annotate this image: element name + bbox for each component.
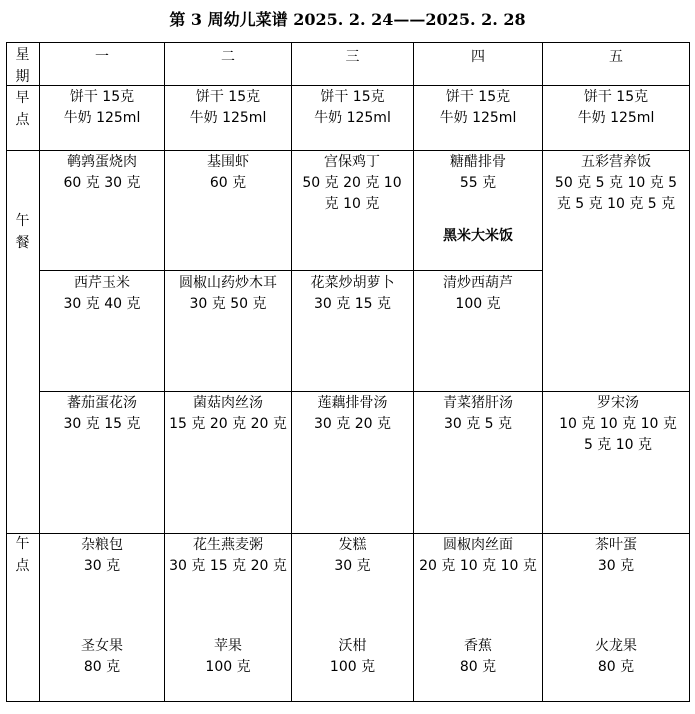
breakfast-item: 牛奶 125ml [439,110,517,126]
lunch-side-cell [40,273,164,315]
dish-amount: 55 克 [459,175,497,191]
snack-name: 杂粮包 [81,537,123,553]
dish-amount: 30 克 5 克 [443,416,513,432]
dish-name: 清炒西葫芦 [443,275,513,291]
snack-cell [414,535,542,678]
dish-name: 菌菇肉丝汤 [193,395,263,411]
dish-amount: 60 克 [209,175,247,191]
fruit-name: 苹果 [214,638,242,654]
dish-amount: 50 克 5 克 10 克 5 克 5 克 10 克 5 克 [554,175,678,212]
breakfast-label-char: 点 [15,112,30,128]
lunch-soup-cell [555,393,681,456]
lunch-main-cell [40,152,164,194]
breakfast-cell [165,87,291,129]
lunch-soup-cell [292,393,413,435]
dish-name: 鹌鹑蛋烧肉 [67,154,137,170]
snack-amount: 30 克 [334,558,371,574]
breakfast-cell [292,87,413,129]
lunch-soup-cell [414,393,542,435]
dish-amount: 30 克 15 克 [63,416,141,432]
day-header-tue: 二 [221,49,235,65]
snack-amount: 30 克 [83,558,121,574]
snack-name: 圆椒肉丝面 [443,537,513,553]
breakfast-item: 饼干 15克 [69,89,135,105]
breakfast-item: 饼干 15克 [320,89,385,105]
breakfast-item: 牛奶 125ml [63,110,141,126]
table-border-left [6,42,7,702]
dish-amount: 30 克 15 克 [314,296,391,312]
dish-amount: 30 克 50 克 [189,296,267,312]
snack-amount: 20 克 10 克 10 克 [419,558,537,574]
breakfast-item: 牛奶 125ml [577,110,655,126]
weekday-label [6,44,39,88]
snack-cell [165,535,291,678]
fruit-amount: 100 克 [205,659,251,675]
lunch-label [6,210,39,254]
dish-name: 莲藕排骨汤 [317,395,388,411]
dish-name: 罗宋汤 [597,395,639,411]
fruit-name: 香蕉 [464,638,492,654]
breakfast-cell [543,87,689,129]
day-header-fri: 五 [609,49,623,65]
fruit-name: 沃柑 [338,638,367,654]
breakfast-item: 牛奶 125ml [189,110,267,126]
lunch-side-cell [414,273,542,315]
lunch-main-cell [414,152,542,247]
day-header-mon: 一 [95,49,109,65]
page-title: 第 3 周幼儿菜谱 2025. 2. 24——2025. 2. 28 [169,10,526,29]
fruit-name: 火龙果 [595,638,637,654]
dish-name: 糖醋排骨 [450,154,506,170]
weekday-label-top: 星 [15,47,30,63]
lunch-main-cell [296,152,408,215]
snack-label-char: 午 [15,536,30,552]
lunch-main-cell [552,152,680,215]
dish-amount: 100 克 [455,296,501,312]
lunch-soup-cell [40,393,164,435]
row-divider [6,533,690,534]
snack-name: 茶叶蛋 [595,537,637,553]
breakfast-cell [414,87,542,129]
breakfast-item: 饼干 15克 [583,89,649,105]
row-divider [6,150,690,151]
snack-label [6,533,39,577]
table-border-top [6,42,690,43]
day-header-wed: 三 [345,49,360,65]
breakfast-item: 饼干 15克 [445,89,511,105]
dish-name: 蕃茄蛋花汤 [67,395,137,411]
dish-amount: 50 克 20 克 10 克 10 克 [302,175,402,212]
lunch-main-cell [165,152,291,194]
lunch-label-char: 午 [15,213,30,229]
breakfast-cell [40,87,164,129]
snack-name: 发糕 [338,537,367,553]
row-divider [6,85,690,86]
table-border-bottom [6,701,690,702]
dish-name: 青菜猪肝汤 [443,395,513,411]
table-border-right [689,42,690,702]
dish-name: 西芹玉米 [74,275,130,291]
dish-name: 圆椒山药炒木耳 [179,275,277,291]
lunch-soup-cell [165,393,291,435]
staple-food: 黑米大米饭 [443,228,513,244]
dish-amount: 60 克 30 克 [63,175,141,191]
weekday-label-bottom: 期 [15,69,30,85]
breakfast-item: 饼干 15克 [195,89,261,105]
snack-cell [292,535,413,678]
snack-cell [543,535,689,678]
dish-name: 基围虾 [207,154,249,170]
dish-amount: 30 克 40 克 [63,296,141,312]
dish-name: 五彩营养饭 [581,154,651,170]
lunch-label-char: 餐 [15,235,30,251]
dish-name: 花菜炒胡萝卜 [310,275,395,291]
breakfast-item: 牛奶 125ml [314,110,391,126]
snack-amount: 30 克 [597,558,635,574]
breakfast-label [6,87,39,131]
fruit-name: 圣女果 [81,638,123,654]
day-header-thu: 四 [471,49,485,65]
snack-name: 花生燕麦粥 [193,537,263,553]
fruit-amount: 80 克 [459,659,497,675]
breakfast-label-char: 早 [15,90,30,106]
dish-name: 宫保鸡丁 [324,154,380,170]
dish-amount: 10 克 10 克 10 克 5 克 10 克 [559,416,677,453]
dish-amount: 15 克 20 克 20 克 [169,416,287,432]
snack-label-char: 点 [15,558,30,574]
lunch-side-cell [292,273,413,315]
snack-cell [40,535,164,678]
row-divider [39,391,690,392]
snack-amount: 30 克 15 克 20 克 [169,558,287,574]
lunch-side-cell [165,273,291,315]
dish-amount: 30 克 20 克 [314,416,391,432]
fruit-amount: 100 克 [329,659,376,675]
fruit-amount: 80 克 [83,659,121,675]
fruit-amount: 80 克 [597,659,635,675]
